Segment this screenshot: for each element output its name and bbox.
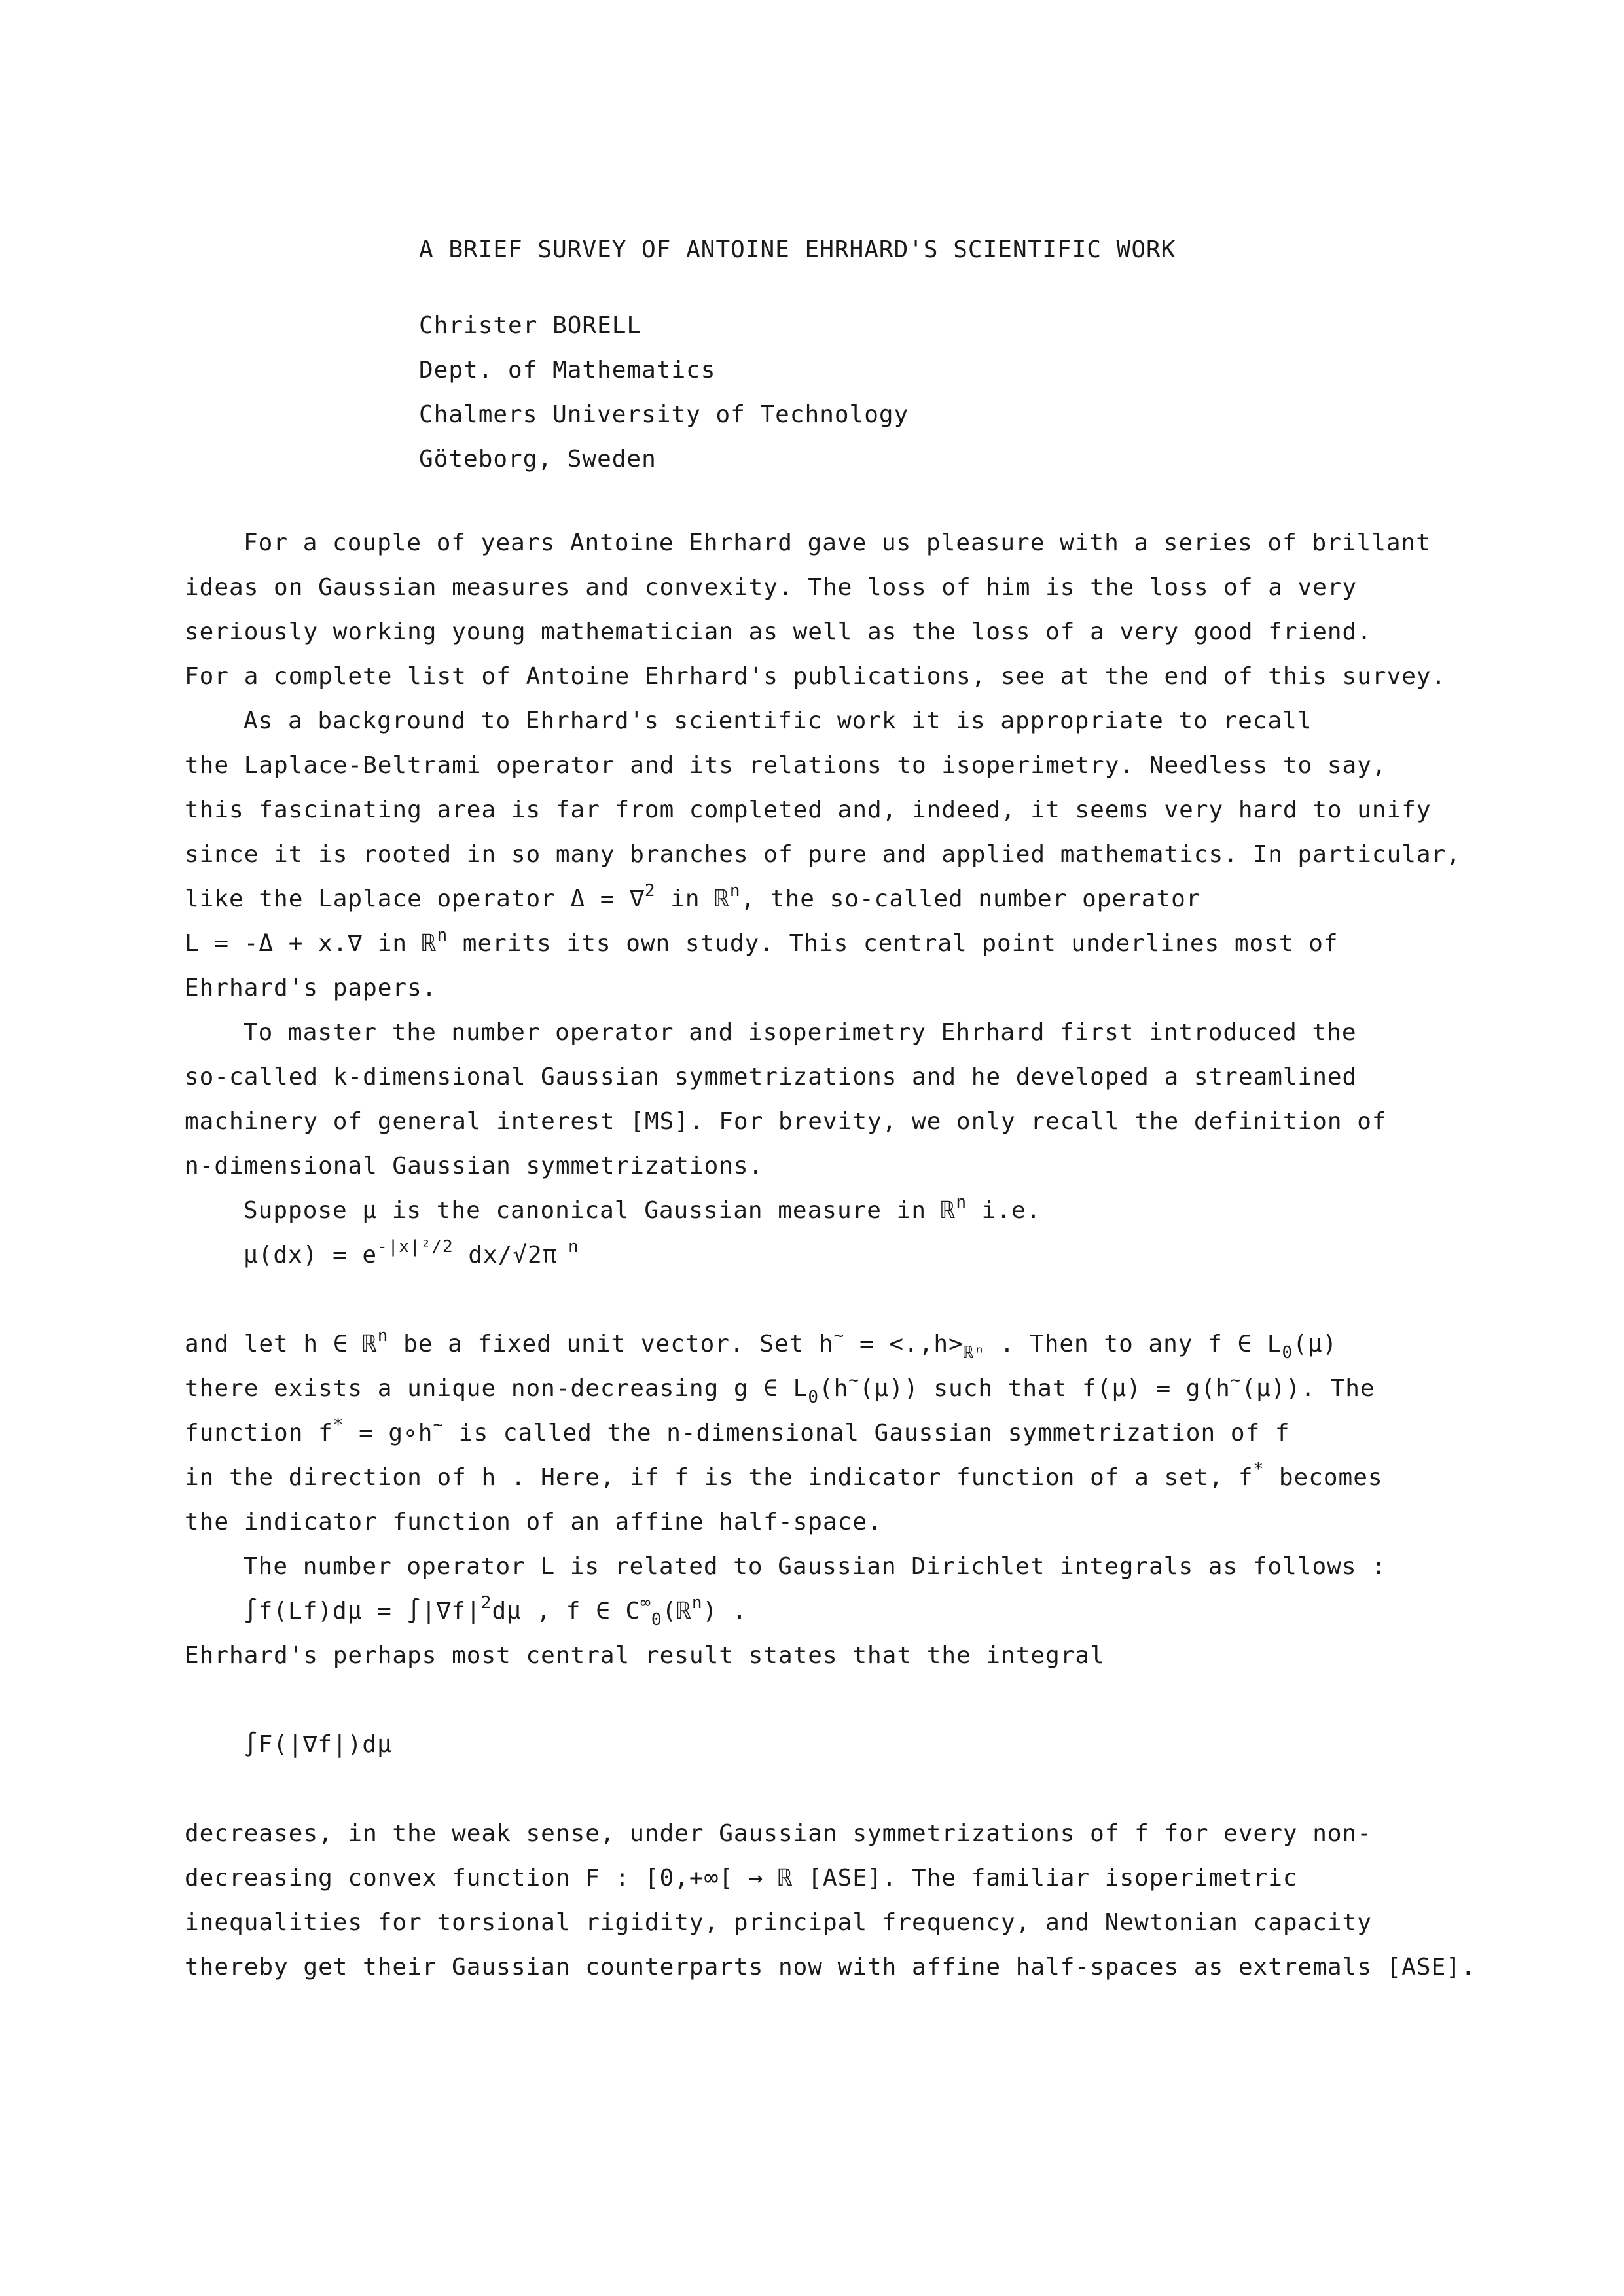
author-department: Dept. of Mathematics [419, 357, 716, 384]
equation-gaussian-measure: $\mu(dx) = e^{-|x|^2/2}$ dx/√2π $^n$ [244, 1237, 579, 1268]
text-line: like the Laplace operator Δ = ∇$^2$ in ℝ$^n$, the so-called number operator [185, 881, 1201, 912]
text-line: since it is rooted in so many branches of pure and applied mathematics. In particular, [185, 841, 1461, 868]
text-line: seriously working young mathematician as well as the loss of a very good friend. [185, 619, 1372, 645]
text-line: this fascinating area is far from completed and, indeed, it seems very hard to unify [185, 797, 1432, 823]
text-line: the indicator function of an affine half-space. [185, 1509, 882, 1535]
text-line: L = -Δ + x.∇ in ℝ$^n$ merits its own study. This central point underlines most of [185, 925, 1339, 957]
author-university: Chalmers University of Technology [419, 401, 909, 428]
text-line: Ehrhard's perhaps most central result states that the integral [185, 1642, 1105, 1669]
text-line: The number operator L is related to Gaussian Dirichlet integrals as follows : [244, 1553, 1386, 1580]
author-name: Christer BORELL [419, 312, 642, 339]
text-line: n-dimensional Gaussian symmetrizations. [185, 1153, 764, 1179]
text-line: the Laplace-Beltrami operator and its relations to isoperimetry. Needless to say, [185, 752, 1387, 779]
text-line: in the direction of h . Here, if f is the indicator function of a set, f* becomes [185, 1460, 1383, 1491]
text-line: decreasing convex function F : [0,+∞[ → ℝ [ASE]. The familiar isoperimetric [185, 1865, 1298, 1892]
text-line: function f* = g∘h~ is called the n-dimensional Gaussian symmetrization of f [185, 1415, 1290, 1446]
paper-body [185, 521, 1481, 1990]
text-line: machinery of general interest [MS]. For brevity, we only recall the definition of [185, 1108, 1387, 1135]
text-line: For a complete list of Antoine Ehrhard's publications, see at the end of this survey. [185, 663, 1447, 690]
paper-header [419, 228, 1176, 482]
text-line: and let h ∈ ℝ$^n$ be a fixed unit vector. Set $h^\sim = <.,h>_{ℝ^n}$ . Then to any f ∈ $L_0(\mu)$ [185, 1326, 1338, 1363]
text-line: For a couple of years Antoine Ehrhard gave us pleasure with a series of brillant [244, 529, 1431, 556]
equation-integral-functional: ∫F(|∇f|)dμ [244, 1731, 392, 1758]
text-line: decreases, in the weak sense, under Gaussian symmetrizations of f for every non- [185, 1820, 1372, 1847]
text-line: As a background to Ehrhard's scientific work it is appropriate to recall [244, 708, 1312, 734]
text-line: inequalities for torsional rigidity, principal frequency, and Newtonian capacity [185, 1909, 1372, 1936]
equation-dirichlet-integral: $\int f(Lf)d\mu = \int|\nabla f|^2d\mu$ , f ∈ $C^\infty_0(ℝ^n)$ . [244, 1593, 748, 1630]
text-line: thereby get their Gaussian counterparts now with affine half-spaces as extremals [ASE]. [185, 1954, 1476, 1981]
text-line: Ehrhard's papers. [185, 975, 437, 1001]
text-line: so-called k-dimensional Gaussian symmetrizations and he developed a streamlined [185, 1064, 1358, 1090]
text-line: there exists a unique non-decreasing g ∈ $L_0(h^\sim(\mu))$ such that f(μ) = g(h~(μ)). The [185, 1371, 1375, 1407]
paper-title: A BRIEF SURVEY OF ANTOINE EHRHARD'S SCIENTIFIC WORK [419, 236, 1176, 263]
text-line: Suppose μ is the canonical Gaussian measure in ℝ$^n$ i.e. [244, 1193, 1041, 1224]
text-line: To master the number operator and isoperimetry Ehrhard first introduced the [244, 1019, 1357, 1046]
text-line: ideas on Gaussian measures and convexity. The loss of him is the loss of a very [185, 574, 1358, 601]
author-city: Göteborg, Sweden [419, 446, 657, 473]
